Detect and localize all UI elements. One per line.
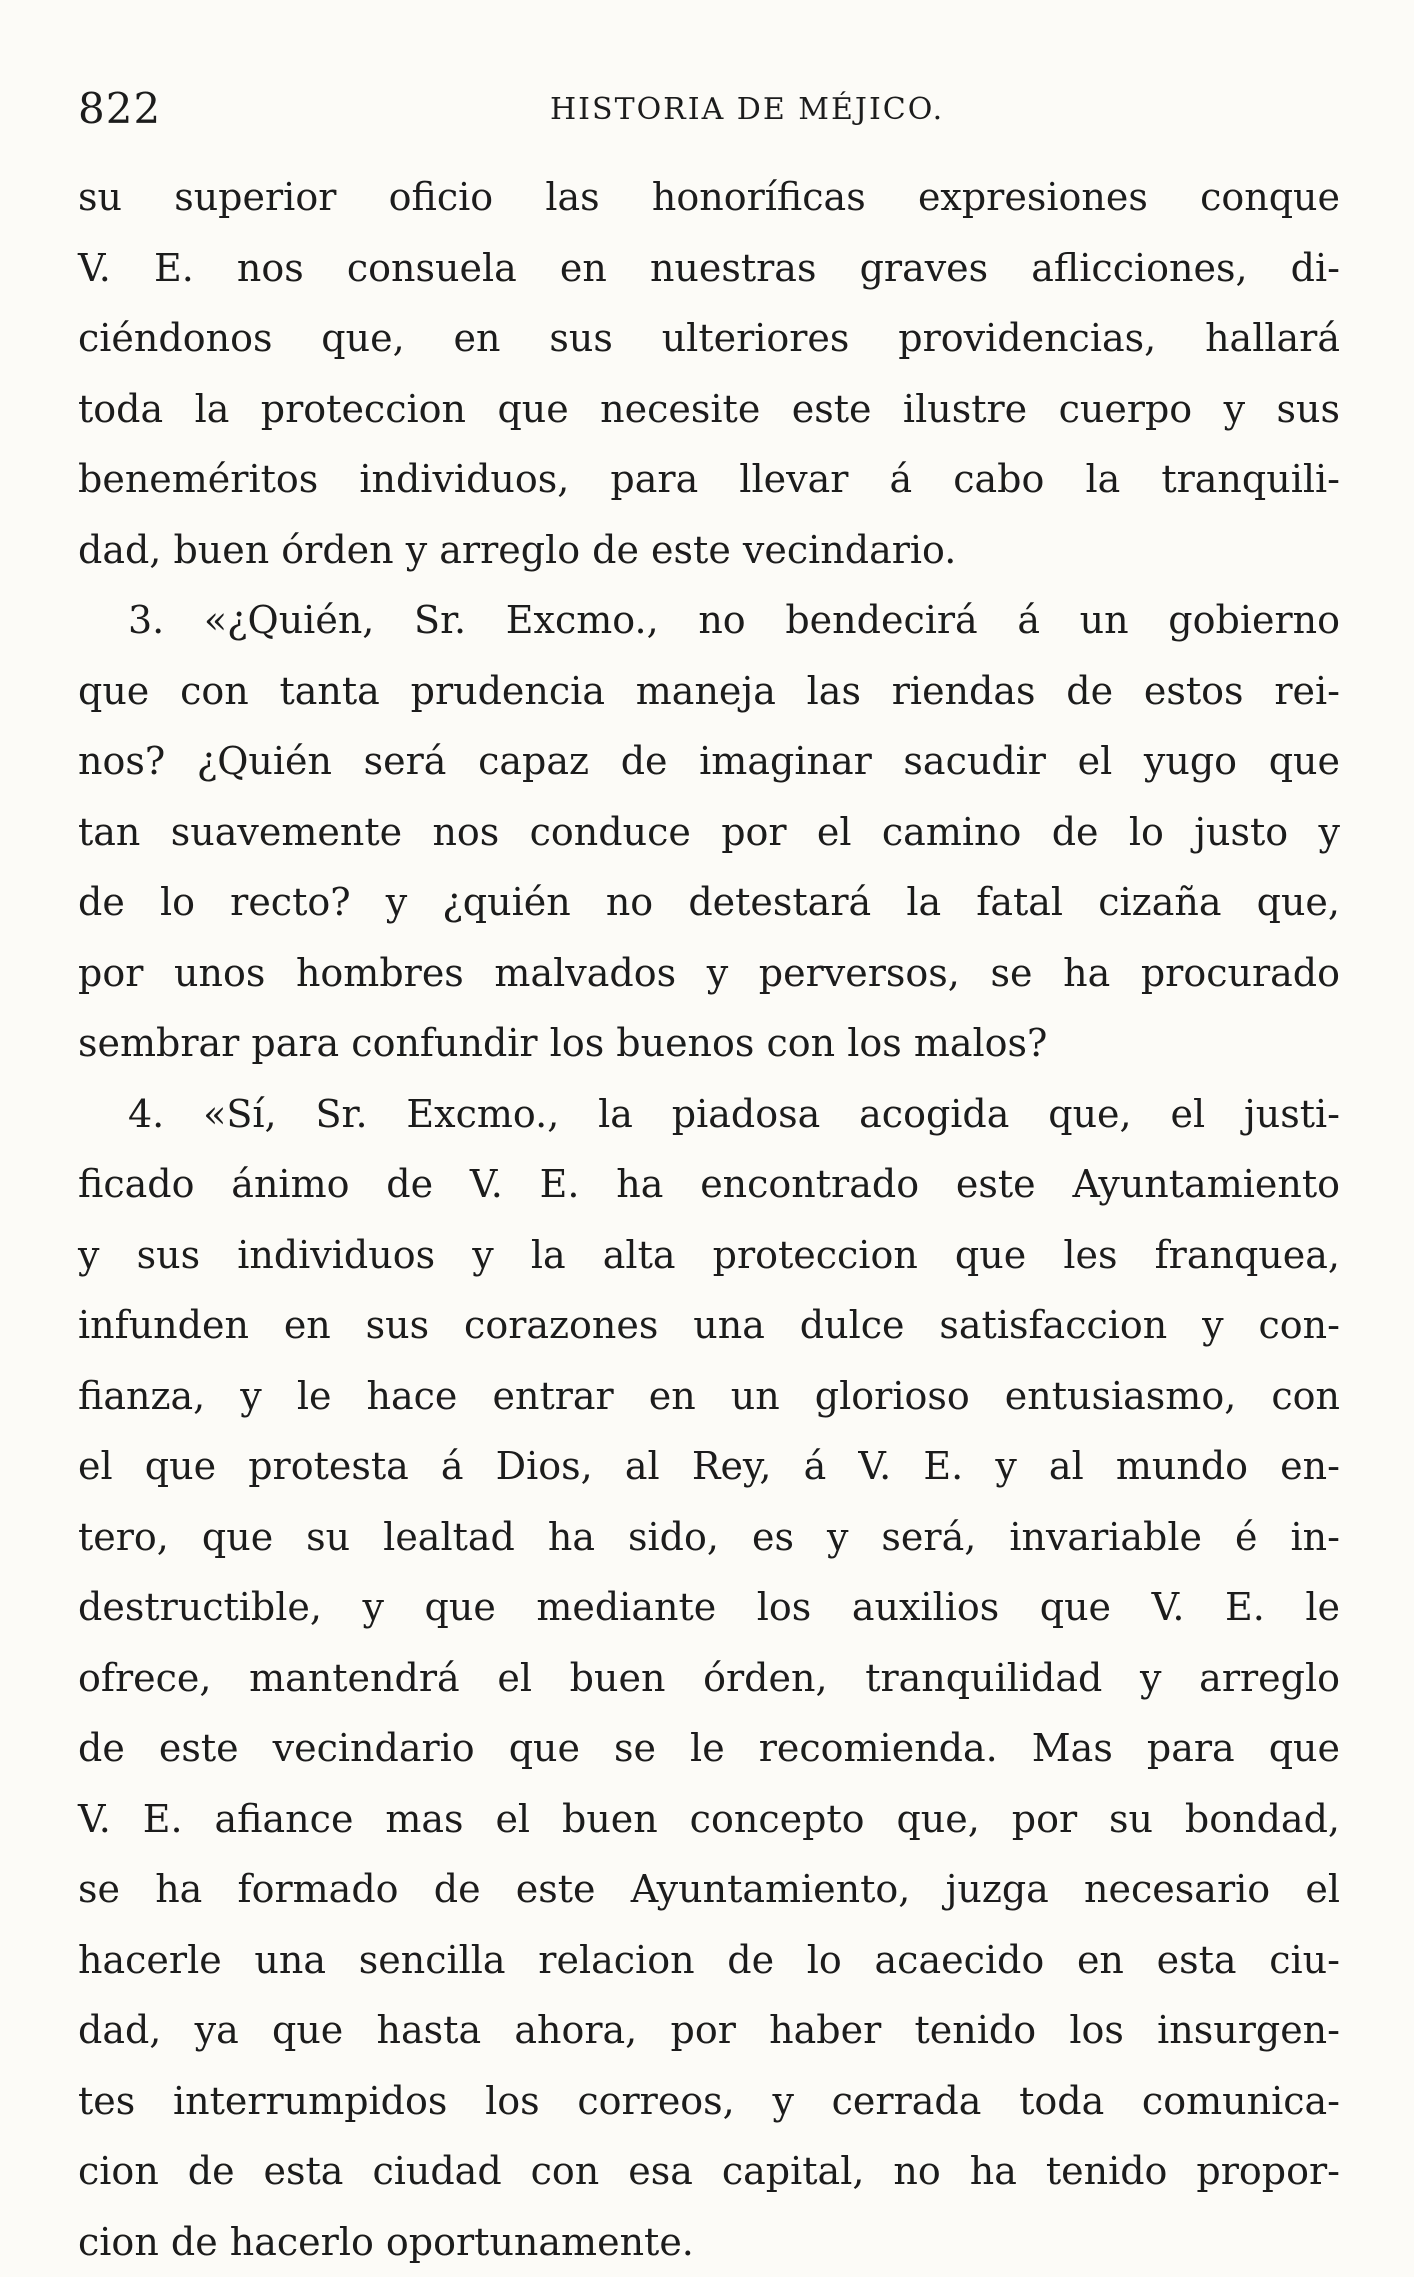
text-line: sembrar para confundir los buenos con los malos? <box>78 1008 1340 1079</box>
text-line: tes interrumpidos los correos, y cerrada toda comunica- <box>78 2066 1340 2137</box>
text-line: de este vecindario que se le recomienda. Mas para que <box>78 1713 1340 1784</box>
text-line: beneméritos individuos, para llevar á cabo la tranquili- <box>78 444 1340 515</box>
text-line: hacerle una sencilla relacion de lo acaecido en esta ciu- <box>78 1925 1340 1996</box>
text-line: infunden en sus corazones una dulce satisfaccion y con- <box>78 1290 1340 1361</box>
text-line: dad, buen órden y arreglo de este vecindario. <box>78 515 1340 586</box>
text-line: V. E. afiance mas el buen concepto que, por su bondad, <box>78 1784 1340 1855</box>
text-line: dad, ya que hasta ahora, por haber tenido los insurgen- <box>78 1995 1340 2066</box>
text-line: el que protesta á Dios, al Rey, á V. E. y al mundo en- <box>78 1431 1340 1502</box>
text-line: y sus individuos y la alta proteccion que les franquea, <box>78 1220 1340 1291</box>
text-line: ficado ánimo de V. E. ha encontrado este Ayuntamiento <box>78 1149 1340 1220</box>
text-line: por unos hombres malvados y perversos, se ha procurado <box>78 938 1340 1009</box>
text-line: fianza, y le hace entrar en un glorioso entusiasmo, con <box>78 1361 1340 1432</box>
text-line: V. E. nos consuela en nuestras graves aflicciones, di- <box>78 233 1340 304</box>
text-line: su superior oficio las honoríficas expresiones conque <box>78 162 1340 233</box>
text-line: ciéndonos que, en sus ulteriores providencias, hallará <box>78 303 1340 374</box>
body-text <box>78 162 1340 2277</box>
running-title: HISTORIA DE MÉJICO. <box>550 92 944 127</box>
page-number: 822 <box>78 84 161 133</box>
page-header <box>78 84 1338 144</box>
text-line: nos? ¿Quién será capaz de imaginar sacudir el yugo que <box>78 726 1340 797</box>
text-line: tan suavemente nos conduce por el camino de lo justo y <box>78 797 1340 868</box>
paragraph-start-line: 4. «Sí, Sr. Excmo., la piadosa acogida que, el justi- <box>78 1079 1340 1150</box>
paragraph-start-line: 3. «¿Quién, Sr. Excmo., no bendecirá á un gobierno <box>78 585 1340 656</box>
text-line: cion de esta ciudad con esa capital, no ha tenido propor- <box>78 2136 1340 2207</box>
text-line: destructible, y que mediante los auxilios que V. E. le <box>78 1572 1340 1643</box>
text-line: que con tanta prudencia maneja las riendas de estos rei- <box>78 656 1340 727</box>
text-line: ofrece, mantendrá el buen órden, tranquilidad y arreglo <box>78 1643 1340 1714</box>
text-line: toda la proteccion que necesite este ilustre cuerpo y sus <box>78 374 1340 445</box>
text-line: de lo recto? y ¿quién no detestará la fatal cizaña que, <box>78 867 1340 938</box>
text-line: se ha formado de este Ayuntamiento, juzga necesario el <box>78 1854 1340 1925</box>
text-line: cion de hacerlo oportunamente. <box>78 2207 1340 2277</box>
text-line: tero, que su lealtad ha sido, es y será, invariable é in- <box>78 1502 1340 1573</box>
